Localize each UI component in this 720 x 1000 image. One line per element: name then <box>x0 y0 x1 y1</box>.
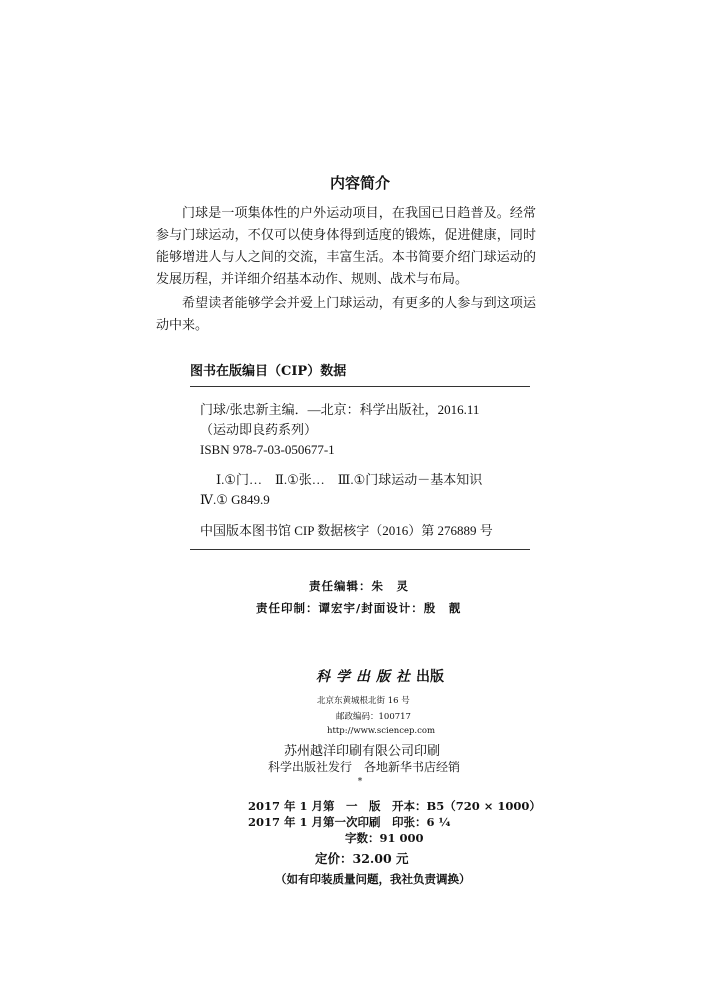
printer-line: 苏州越洋印刷有限公司印刷 <box>284 744 441 759</box>
intro-paragraph-2: 希望读者能够学会并爱上门球运动，有更多的人参与到这项运动中来。 <box>156 296 536 333</box>
edition-line: 2017 年 1 月第 一 版 开本：B5（720 × 1000） <box>248 799 541 813</box>
print-and-cover-credits: 责任印制：谭宏宇/封面设计：殷 靓 <box>256 601 462 615</box>
publisher-suffix: 出版 <box>416 669 444 685</box>
cip-line-classification: Ⅳ.① G849.9 <box>200 492 270 507</box>
responsible-editor: 责任编辑：朱 灵 <box>309 579 409 593</box>
cip-bottom-rule <box>190 549 530 550</box>
word-count: 字数：91 000 <box>345 831 424 845</box>
publisher-address: 北京东黄城根北街 16 号 <box>317 696 410 706</box>
cip-top-rule <box>190 386 530 387</box>
publisher-url: http://www.sciencep.com <box>327 726 436 736</box>
intro-title: 内容简介 <box>329 174 390 192</box>
separator-star: * <box>357 777 363 787</box>
cip-line-isbn: ISBN 978-7-03-050677-1 <box>200 442 335 457</box>
publisher-postcode: 邮政编码：100717 <box>336 712 411 722</box>
price: 定价：32.00 元 <box>315 851 409 866</box>
cip-line-series: （运动即良药系列） <box>200 422 318 437</box>
printing-line: 2017 年 1 月第一次印刷 印张：6 ¼ <box>248 815 451 829</box>
cip-line-record-number: 中国版本图书馆 CIP 数据核字（2016）第 276889 号 <box>200 523 493 538</box>
cip-line-subjects: Ⅰ.①门… Ⅱ.①张… Ⅲ.①门球运动－基本知识 <box>216 472 483 487</box>
publisher-logo: 科学出版社 <box>316 669 416 685</box>
cip-line-title: 门球/张忠新主编．—北京：科学出版社，2016.11 <box>200 402 480 417</box>
publisher-line <box>316 666 444 686</box>
quality-notice: （如有印装质量问题，我社负责调换） <box>275 872 471 886</box>
cip-heading: 图书在版编目（CIP）数据 <box>190 364 347 379</box>
intro-paragraph-1: 门球是一项集体性的户外运动项目，在我国已日趋普及。经常参与门球运动，不仅可以使身体得到适度的锻炼，促进健康，同时能够增进人与人之间的交流，丰富生活。本书简要介绍门球运动的发展历程，并详细介绍基本动作、规则、战术与布局。 <box>156 206 536 287</box>
distribution-line: 科学出版社发行 各地新华书店经销 <box>268 760 461 774</box>
